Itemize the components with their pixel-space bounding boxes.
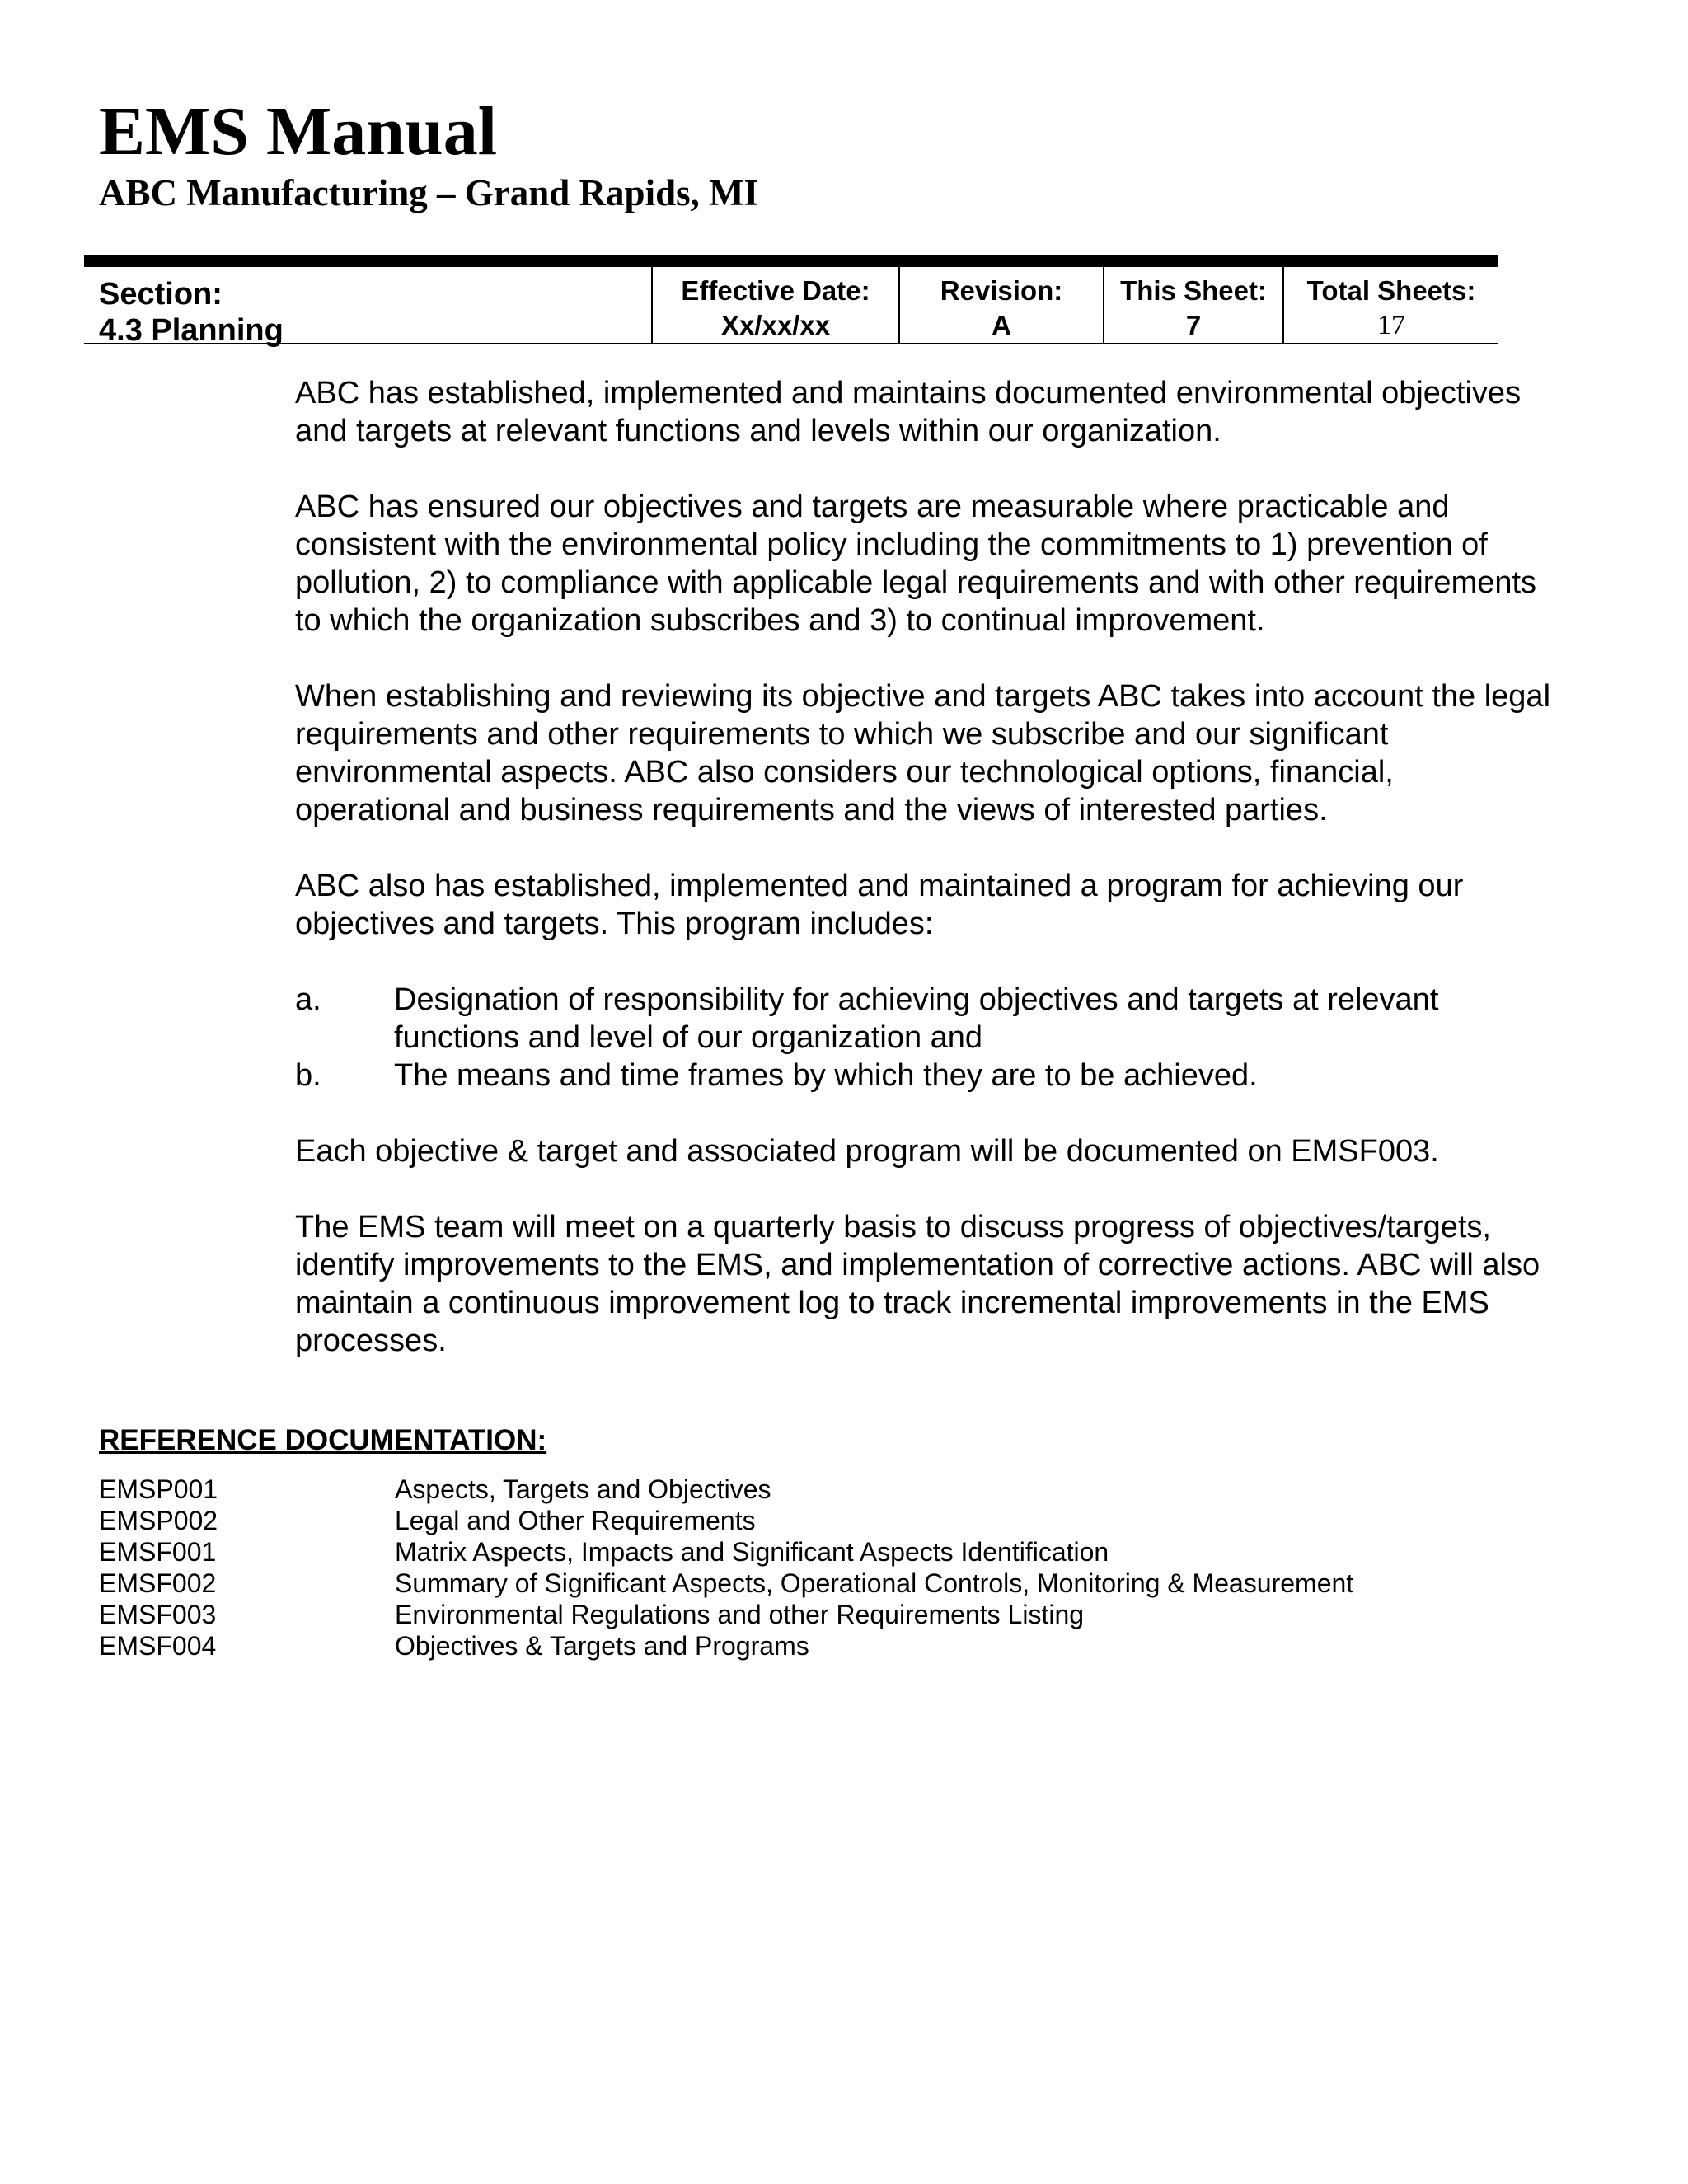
reference-description: Matrix Aspects, Impacts and Significant Aspects Identification: [395, 1537, 1109, 1567]
program-list: [295, 981, 1556, 1094]
body-content: [295, 374, 1556, 1398]
paragraph-4-intro: ABC also has established, implemented and maintained a program for achieving our objectives and targets. This program includes:: [295, 869, 1464, 941]
reference-row: [99, 1474, 1353, 1505]
section-cell: [84, 267, 651, 348]
reference-row: [99, 1505, 1353, 1536]
reference-description: Aspects, Targets and Objectives: [395, 1474, 771, 1504]
this-sheet-value: 7: [1185, 310, 1202, 340]
reference-description: Environmental Regulations and other Requirements Listing: [395, 1600, 1085, 1629]
reference-code: EMSF002: [99, 1568, 217, 1598]
effective-date-cell: [651, 267, 898, 343]
list-text: Designation of responsibility for achieving objectives and targets at relevant functions and level of our organization and: [394, 982, 1439, 1055]
list-text: The means and time frames by which they are to be achieved.: [394, 1058, 1258, 1093]
reference-row: [99, 1630, 1353, 1661]
revision-cell: [898, 267, 1103, 343]
reference-description: Legal and Other Requirements: [395, 1506, 756, 1535]
section-value: 4.3 Planning: [99, 313, 284, 348]
document-info-table: [84, 255, 1498, 348]
paragraph-5: Each objective & target and associated program will be documented on EMSF003.: [295, 1134, 1439, 1169]
reference-heading: REFERENCE DOCUMENTATION:: [99, 1424, 547, 1456]
paragraph-1: ABC has established, implemented and maintains documented environmental objectives and targets at relevant functions and levels within our organization.: [295, 376, 1522, 448]
reference-code: EMSF003: [99, 1600, 217, 1629]
reference-code: EMSF004: [99, 1631, 217, 1661]
this-sheet-cell: [1103, 267, 1282, 343]
reference-row: [99, 1599, 1353, 1630]
effective-date-label: Effective Date:: [681, 275, 870, 306]
revision-label: Revision:: [940, 275, 1063, 306]
reference-row: [99, 1568, 1353, 1599]
effective-date-value: Xx/xx/xx: [720, 310, 831, 340]
reference-list: [99, 1474, 1353, 1661]
this-sheet-label: This Sheet:: [1120, 275, 1267, 306]
revision-value: A: [992, 310, 1011, 340]
reference-description: Objectives & Targets and Programs: [395, 1631, 809, 1661]
document-title: EMS Manual: [99, 93, 498, 170]
total-sheets-cell: [1282, 267, 1498, 343]
document-subtitle: ABC Manufacturing – Grand Rapids, MI: [99, 172, 759, 213]
list-marker: b.: [295, 1058, 321, 1093]
reference-code: EMSF001: [99, 1537, 217, 1567]
list-item: [295, 1057, 1556, 1094]
total-sheets-value: 17: [1377, 310, 1405, 340]
paragraph-6: The EMS team will meet on a quarterly basis to discuss progress of objectives/targets, identify improvements to the EMS, and implementation of corrective actions. ABC will also maintain a continuous improvement log to track incremental improvements in the EMS processes.: [295, 1210, 1540, 1358]
section-label: Section:: [99, 277, 223, 312]
paragraph-2: ABC has ensured our objectives and targets are measurable where practicable and consistent with the environmental policy including the commitments to 1) prevention of pollution, 2) to compliance with applicable legal requirements and with other requirements to which the organization subscribes and 3) to continual improvement.: [295, 490, 1537, 638]
total-sheets-label: Total Sheets:: [1306, 275, 1476, 306]
reference-code: EMSP002: [99, 1506, 218, 1535]
reference-row: [99, 1536, 1353, 1568]
list-item: [295, 981, 1556, 1057]
list-marker: a.: [295, 982, 321, 1017]
reference-code: EMSP001: [99, 1474, 218, 1504]
reference-description: Summary of Significant Aspects, Operational Controls, Monitoring & Measurement: [395, 1568, 1354, 1598]
paragraph-3: When establishing and reviewing its objective and targets ABC takes into account the legal requirements and other requirements to which we subscribe and our significant environmental aspects. ABC also considers our technological options, financial, operational and business requirements and the views of interested parties.: [295, 679, 1551, 827]
